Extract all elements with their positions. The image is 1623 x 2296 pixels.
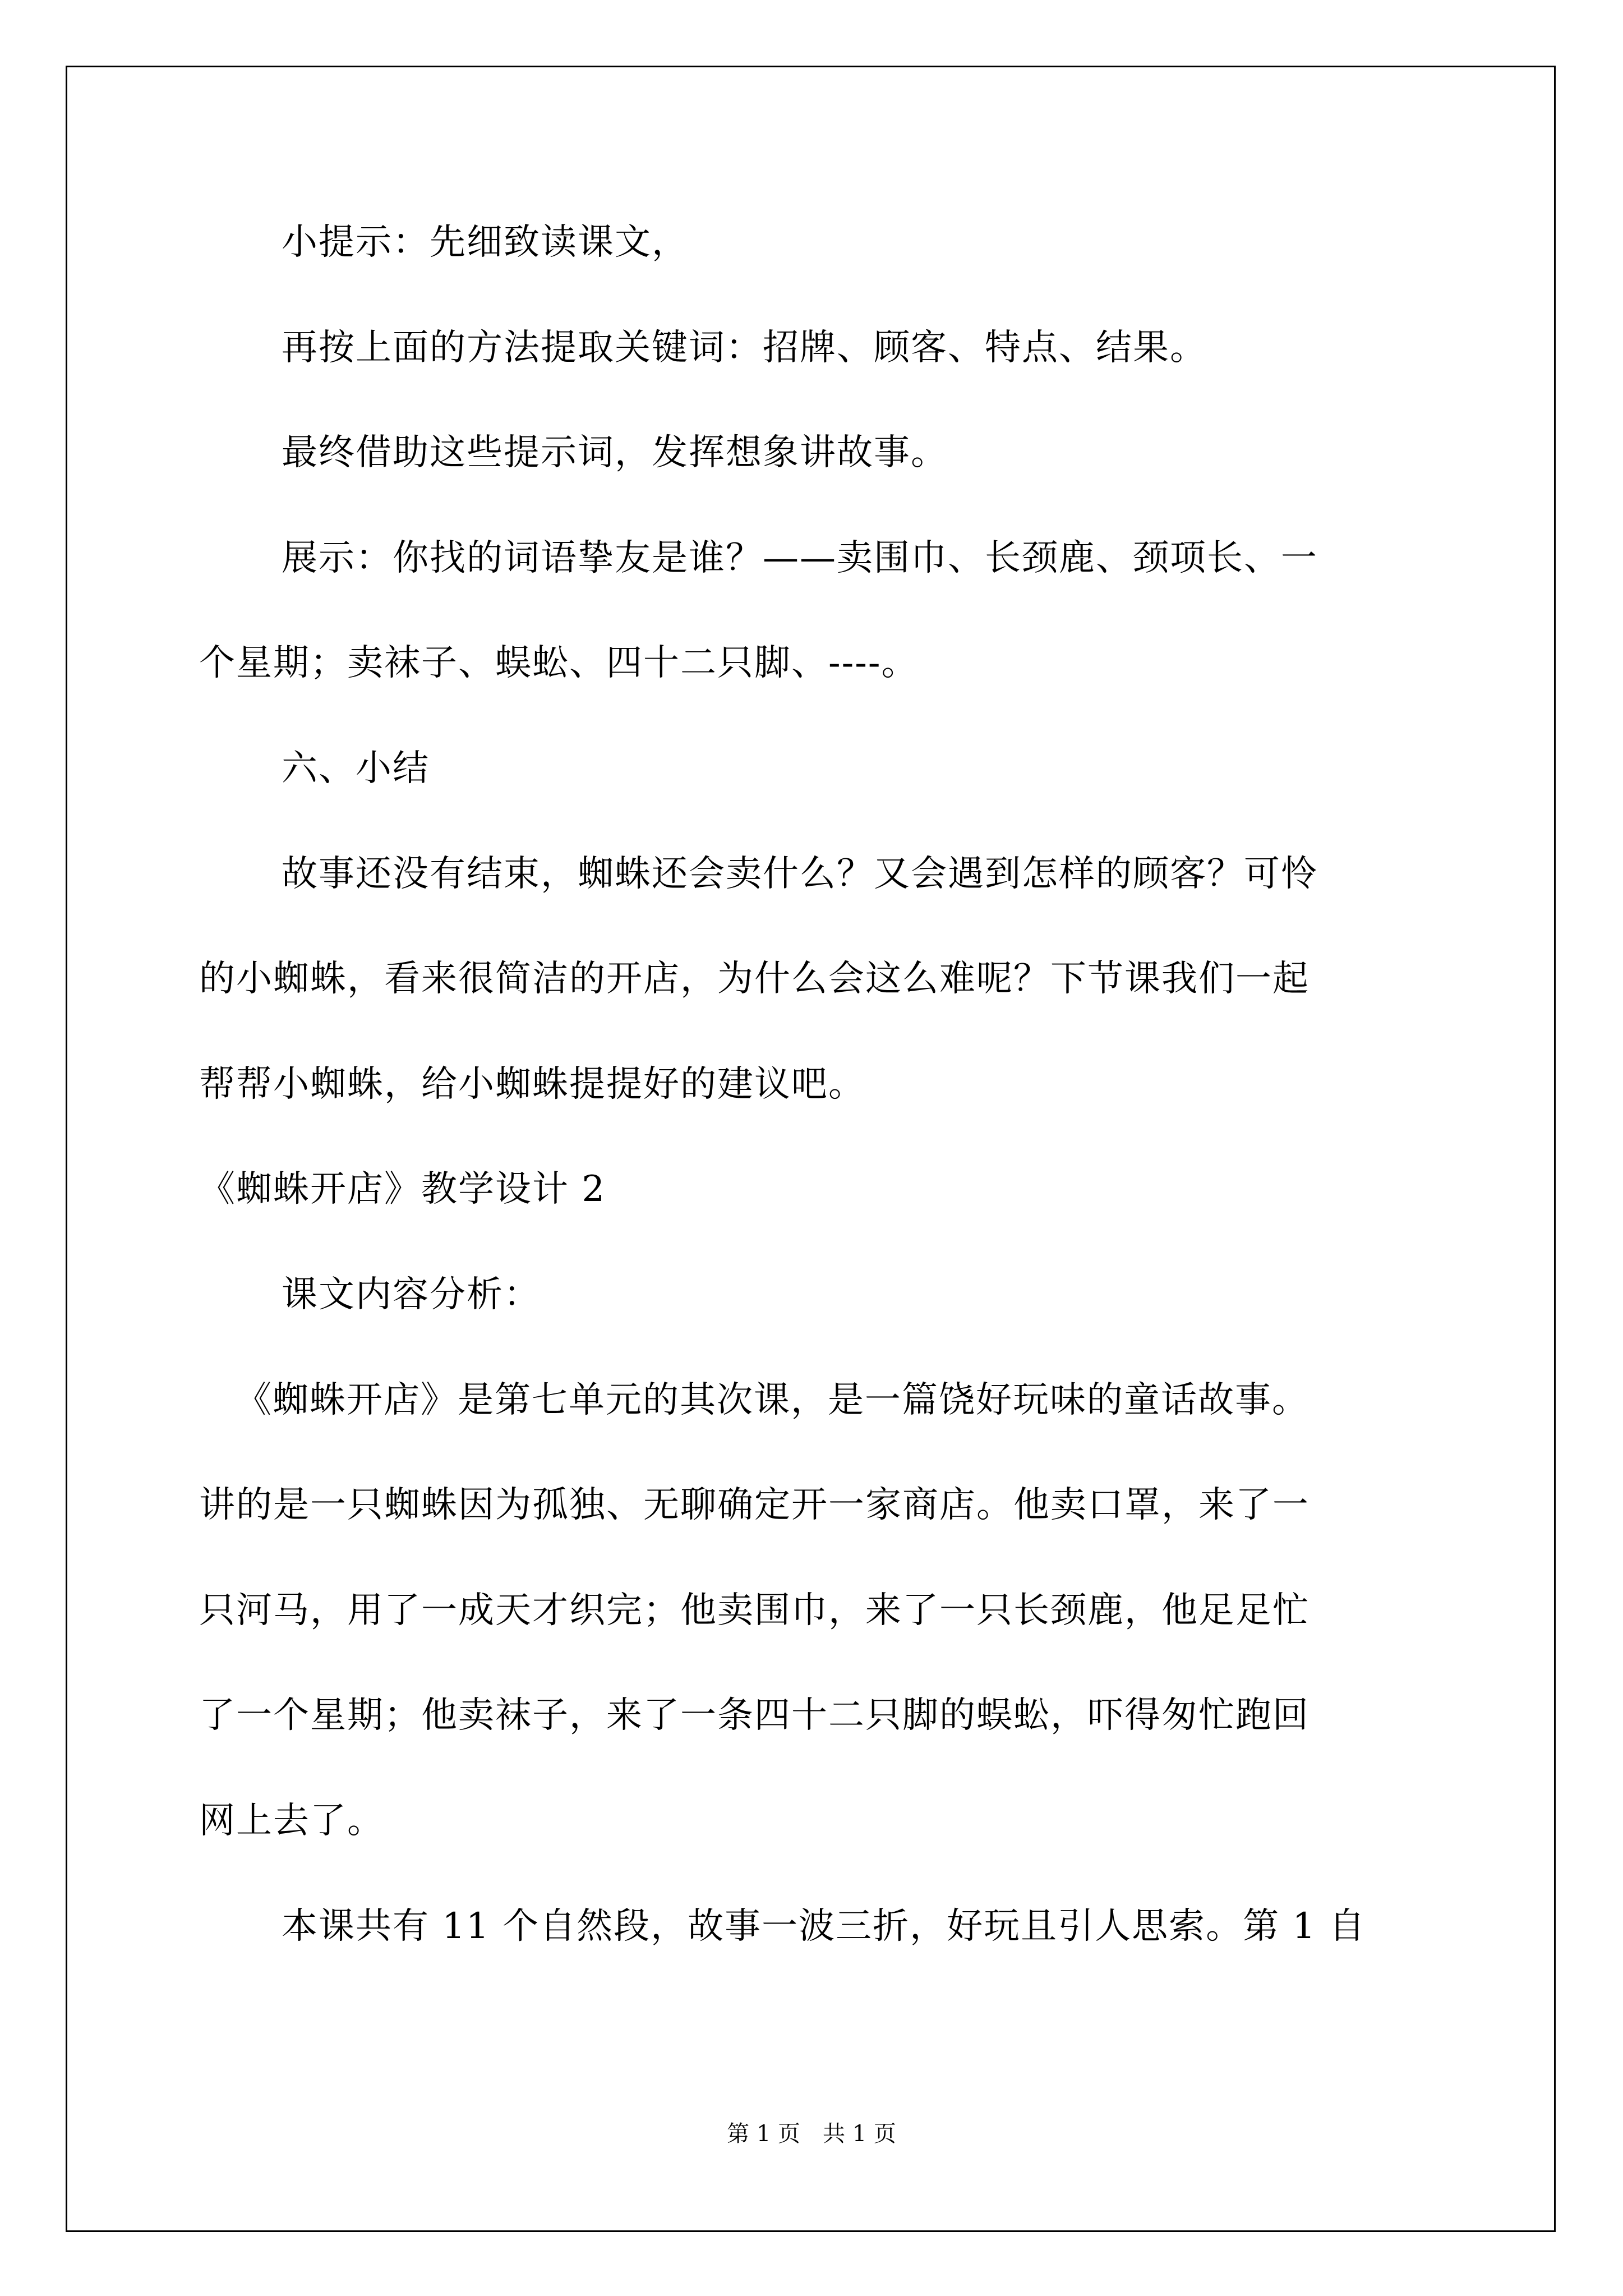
text-line: 故事还没有结束，蜘蛛还会卖什么？又会遇到怎样的顾客？可怜 bbox=[282, 853, 1318, 895]
section-heading: 六、小结 bbox=[282, 748, 430, 789]
text-line: 本课共有 11 个自然段，故事一波三折，好玩且引人思索。第 1 自 bbox=[282, 1906, 1366, 1947]
text-line: 的小蜘蛛，看来很简洁的开店，为什么会这么难呢？下节课我们一起 bbox=[199, 958, 1310, 1000]
text-line: 了一个星期；他卖袜子，来了一条四十二只脚的蜈蚣，吓得匆忙跑回 bbox=[199, 1695, 1310, 1736]
text-line: 网上去了。 bbox=[199, 1800, 384, 1842]
text-line: 再按上面的方法提取关键词：招牌、顾客、特点、结果。 bbox=[282, 327, 1207, 369]
text-line: 《蜘蛛开店》是第七单元的其次课，是一篇饶好玩味的童话故事。 bbox=[236, 1379, 1309, 1421]
text-line: 只河马，用了一成天才织完；他卖围巾，来了一只长颈鹿，他足足忙 bbox=[199, 1590, 1310, 1631]
document-subtitle: 《蜘蛛开店》教学设计 2 bbox=[199, 1168, 606, 1210]
text-line: 讲的是一只蜘蛛因为孤独、无聊确定开一家商店。他卖口罩，来了一 bbox=[199, 1484, 1310, 1526]
text-line: 个星期；卖袜子、蜈蚣、四十二只脚、----。 bbox=[199, 642, 919, 684]
text-line: 最终借助这些提示词，发挥想象讲故事。 bbox=[282, 432, 948, 473]
text-line: 展示：你找的词语挚友是谁？——卖围巾、长颈鹿、颈项长、一 bbox=[282, 537, 1318, 579]
text-line: 课文内容分析： bbox=[282, 1274, 541, 1315]
text-line: 小提示：先细致读课文， bbox=[282, 222, 689, 263]
text-line: 帮帮小蜘蛛，给小蜘蛛提提好的建议吧。 bbox=[199, 1064, 865, 1105]
page-footer: 第 1 页 共 1 页 bbox=[727, 2121, 896, 2147]
